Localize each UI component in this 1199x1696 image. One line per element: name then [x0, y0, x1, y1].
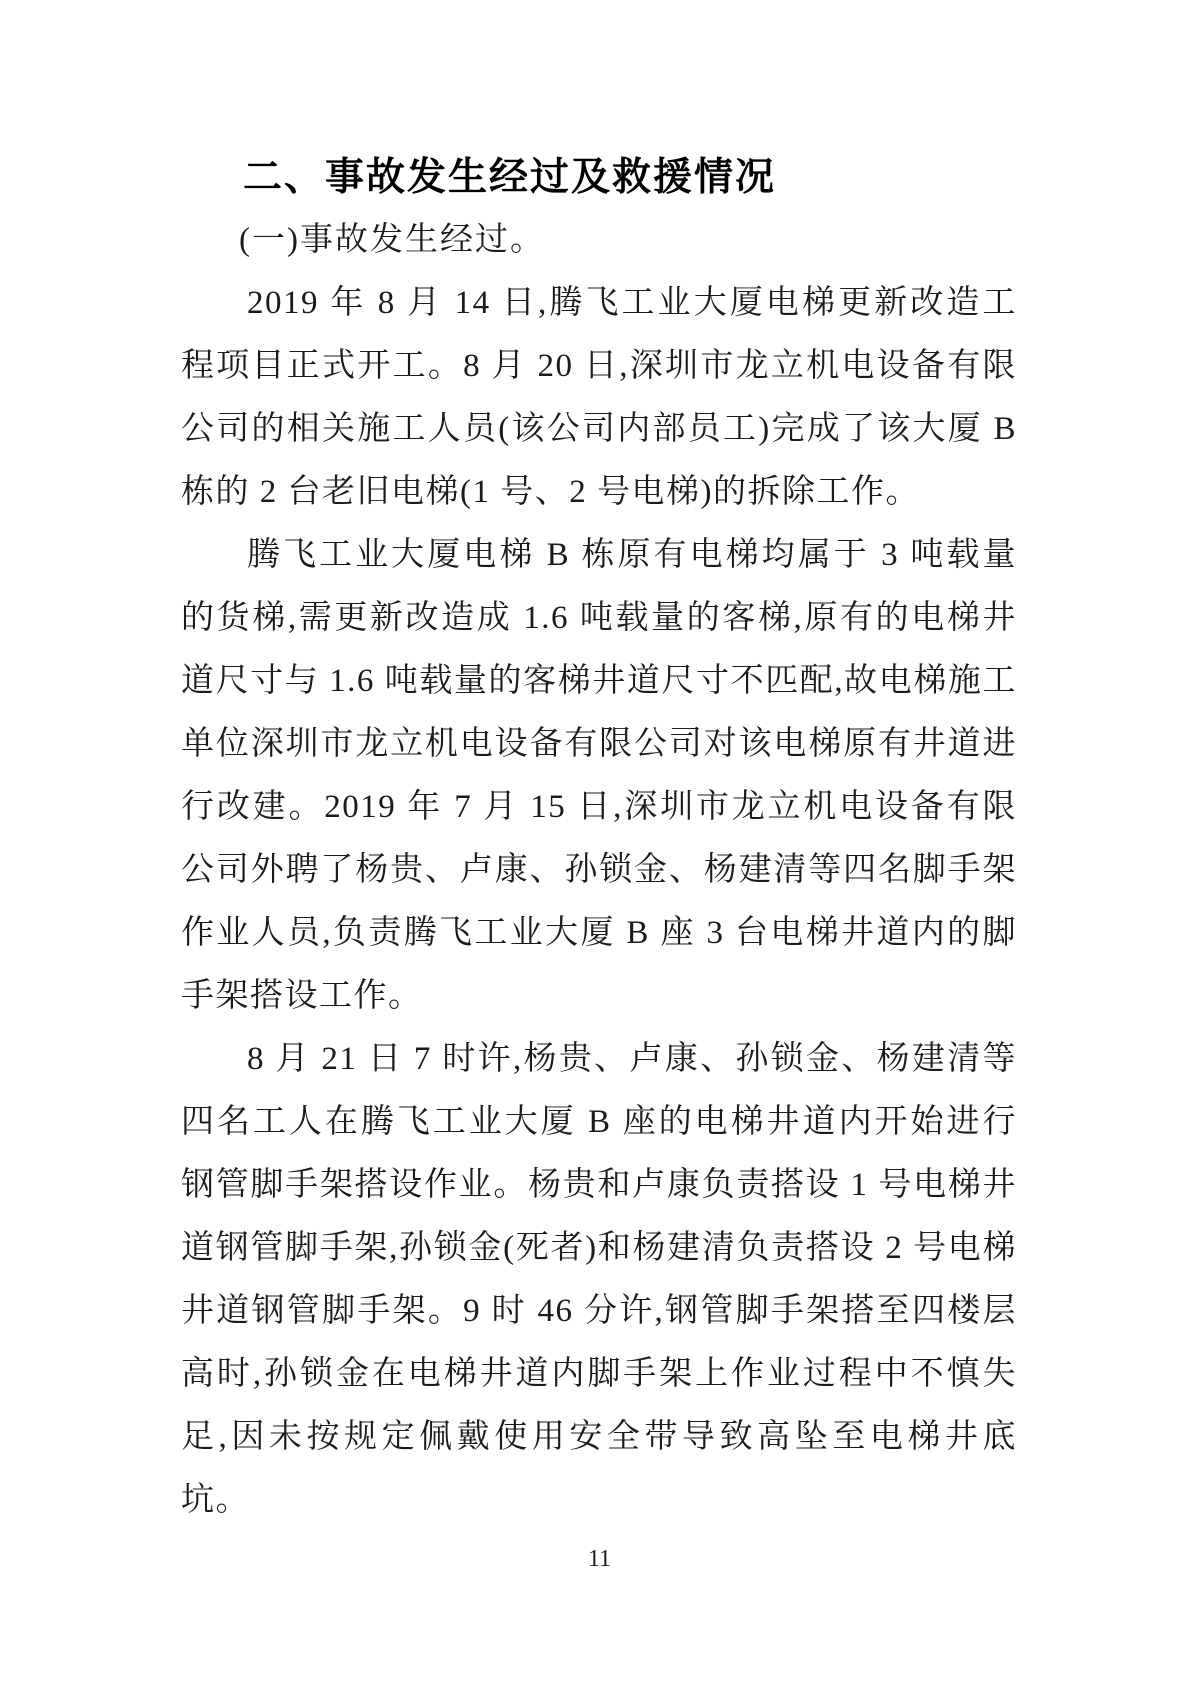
section-subheading: (一)事故发生经过。 [239, 222, 545, 258]
paragraph-project-start: 2019 年 8 月 14 日,腾飞工业大厦电梯更新改造工程项目正式开工。8 月 20 日,深圳市龙立机电设备有限公司的相关施工人员(该公司内部员工)完成了该大厦 B 栋的 2 台老旧电梯(1 号、2 号电梯)的拆除工作。 [181, 285, 1017, 510]
section-heading: 二、事故发生经过及救援情况 [243, 156, 777, 199]
page-content [181, 146, 1017, 1532]
paragraph-shaft-rebuild: 腾飞工业大厦电梯 B 栋原有电梯均属于 3 吨载量的货梯,需更新改造成 1.6 吨载量的客梯,原有的电梯井道尺寸与 1.6 吨载量的客梯井道尺寸不匹配,故电梯施工单位深圳市龙立机电设备有限公司对该电梯原有井道进行改建。2019 年 7 月 15 日,深圳市龙立机电设备有限公司外聘了杨贵、卢康、孙锁金、杨建清等四名脚手架作业人员,负责腾飞工业大厦 B 座 3 台电梯井道内的脚手架搭设工作。 [181, 537, 1017, 1014]
page-number: 11 [587, 1546, 612, 1572]
paragraph-accident: 8 月 21 日 7 时许,杨贵、卢康、孙锁金、杨建清等四名工人在腾飞工业大厦 B 座的电梯井道内开始进行钢管脚手架搭设作业。杨贵和卢康负责搭设 1 号电梯井道钢管脚手架,孙锁金(死者)和杨建清负责搭设 2 号电梯井道钢管脚手架。9 时 46 分许,钢管脚手架搭至四楼层高时,孙锁金在电梯井道内脚手架上作业过程中不慎失足,因未按规定佩戴使用安全带导致高坠至电梯井底坑。 [181, 1041, 1017, 1518]
